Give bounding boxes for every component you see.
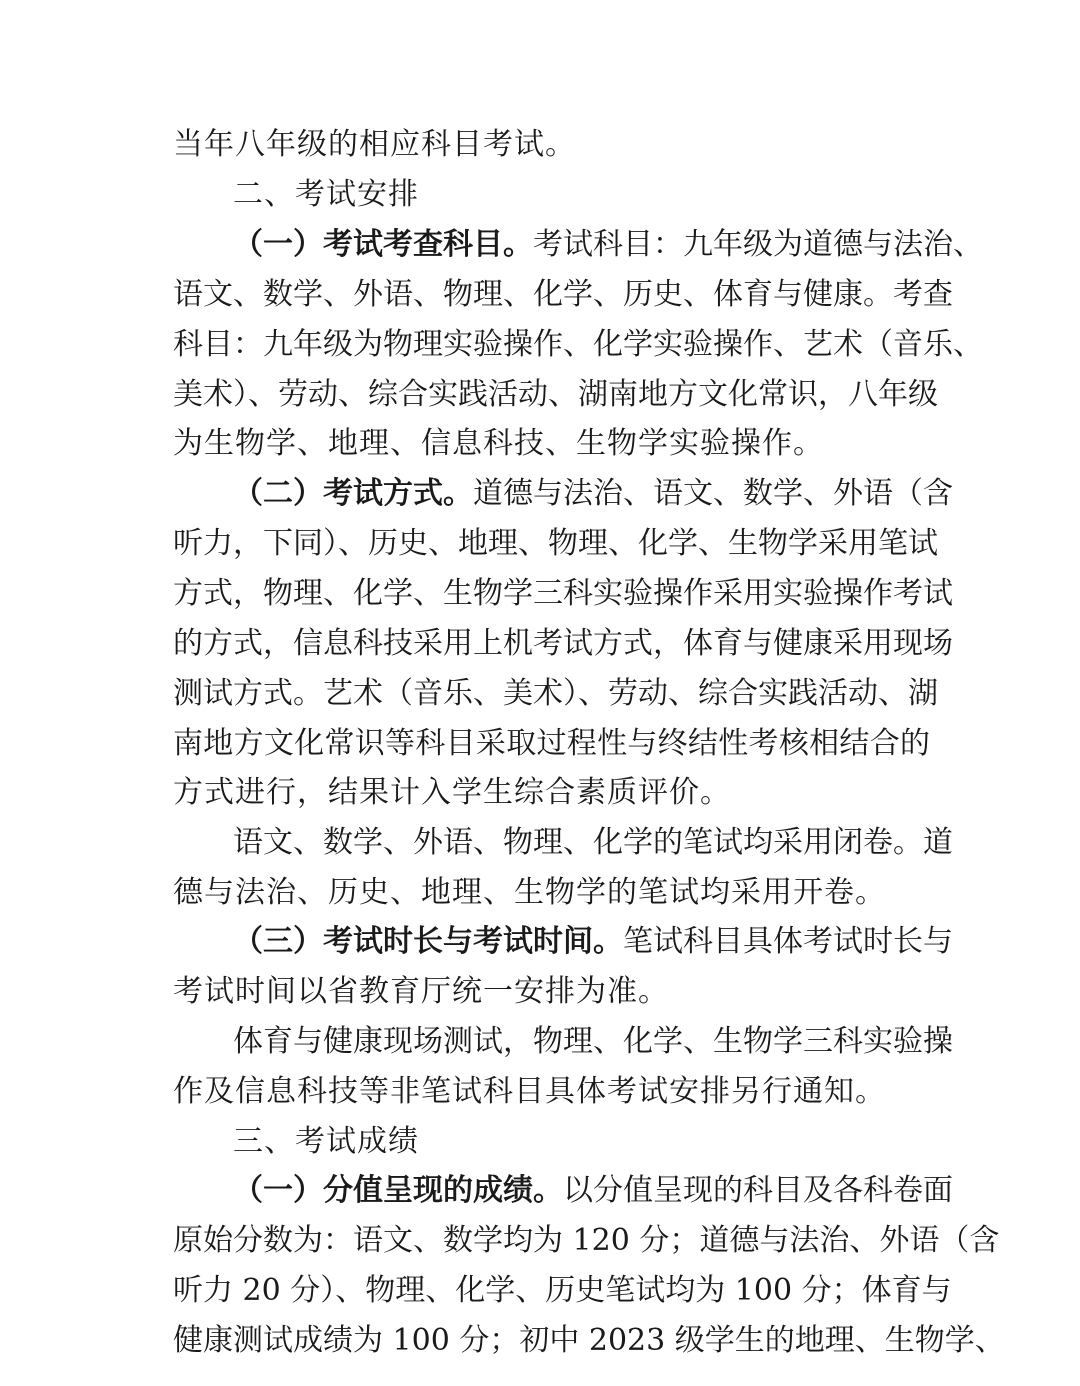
paragraph-first-line bbox=[233, 221, 983, 269]
paragraph-first-line bbox=[233, 819, 953, 867]
text-line bbox=[173, 620, 953, 668]
text-line bbox=[0, 968, 1080, 1016]
text-line bbox=[173, 271, 953, 319]
text-line-content: 测试方式。艺术（音乐、美术）、劳动、综合实践活动、湖 bbox=[173, 676, 938, 711]
paragraph-first-line bbox=[233, 1018, 953, 1066]
text-line-content: 考试时间以省教育厅统一安排为准。 bbox=[173, 974, 669, 1009]
text-line-content: 听力，下同）、历史、地理、物理、化学、生物学采用笔试 bbox=[173, 526, 938, 561]
section-heading-text: 三、考试成绩 bbox=[233, 1124, 419, 1159]
paragraph-first-line bbox=[233, 918, 953, 966]
text-line-content: 德与法治、历史、地理、生物学的笔试均采用开卷。 bbox=[173, 875, 886, 910]
text-line bbox=[173, 520, 938, 568]
text-line bbox=[0, 1068, 1080, 1116]
text-line bbox=[173, 371, 938, 419]
text-line bbox=[173, 1267, 952, 1315]
text-line bbox=[173, 670, 938, 718]
text-line-content: 体育与健康现场测试，物理、化学、生物学三科实验操 bbox=[233, 1024, 953, 1059]
text-line-content: 方式进行，结果计入学生综合素质评价。 bbox=[173, 775, 731, 810]
section-heading-text: 二、考试安排 bbox=[233, 177, 419, 212]
text-line bbox=[0, 769, 1080, 817]
subsection-title: （一）考试考查科目。 bbox=[233, 227, 533, 262]
text-line bbox=[173, 321, 983, 369]
text-line bbox=[173, 720, 930, 768]
section-heading bbox=[0, 1118, 1080, 1166]
text-line-content: 道德与法治、语文、数学、外语（含 bbox=[473, 476, 953, 511]
text-line-content: 南地方文化常识等科目采取过程性与终结性考核相结合的 bbox=[173, 726, 930, 761]
text-line bbox=[173, 570, 953, 618]
paragraph-first-line bbox=[233, 470, 953, 518]
text-line-content: 科目：九年级为物理实验操作、化学实验操作、艺术（音乐、 bbox=[173, 327, 983, 362]
paragraph-first-line bbox=[233, 1167, 953, 1215]
text-line-content: 语文、数学、外语、物理、化学、历史、体育与健康。考查 bbox=[173, 277, 953, 312]
subsection-title: （三）考试时长与考试时间。 bbox=[233, 924, 623, 959]
text-line-content: 为生物学、地理、信息科技、生物学实验操作。 bbox=[173, 426, 824, 461]
text-line-content: 的方式，信息科技采用上机考试方式，体育与健康采用现场 bbox=[173, 626, 953, 661]
text-line-content: 笔试科目具体考试时长与 bbox=[623, 924, 953, 959]
text-line-content: 语文、数学、外语、物理、化学的笔试均采用闭卷。道 bbox=[233, 825, 953, 860]
text-line bbox=[0, 420, 1080, 468]
text-line-content: 美术）、劳动、综合实践活动、湖南地方文化常识，八年级 bbox=[173, 377, 938, 412]
subsection-title: （二）考试方式。 bbox=[233, 476, 473, 511]
text-line-content: 当年八年级的相应科目考试。 bbox=[173, 127, 576, 162]
text-line-content: 以分值呈现的科目及各科卷面 bbox=[563, 1173, 953, 1208]
text-line-content: 作及信息科技等非笔试科目具体考试安排另行通知。 bbox=[173, 1074, 886, 1109]
text-line-content: 听力 20 分）、物理、化学、历史笔试均为 100 分；体育与 bbox=[173, 1273, 952, 1308]
text-line bbox=[173, 1317, 1005, 1365]
text-line-content: 方式，物理、化学、生物学三科实验操作采用实验操作考试 bbox=[173, 576, 953, 611]
text-line bbox=[0, 121, 1080, 169]
text-line bbox=[173, 1217, 1000, 1265]
section-heading bbox=[0, 171, 1080, 219]
text-line bbox=[0, 869, 1080, 917]
text-line-content: 原始分数为：语文、数学均为 120 分；道德与法治、外语（含 bbox=[173, 1223, 1000, 1258]
text-line-content: 健康测试成绩为 100 分；初中 2023 级学生的地理、生物学、 bbox=[173, 1323, 1005, 1358]
subsection-title: （一）分值呈现的成绩。 bbox=[233, 1173, 563, 1208]
text-line-content: 考试科目：九年级为道德与法治、 bbox=[533, 227, 983, 262]
